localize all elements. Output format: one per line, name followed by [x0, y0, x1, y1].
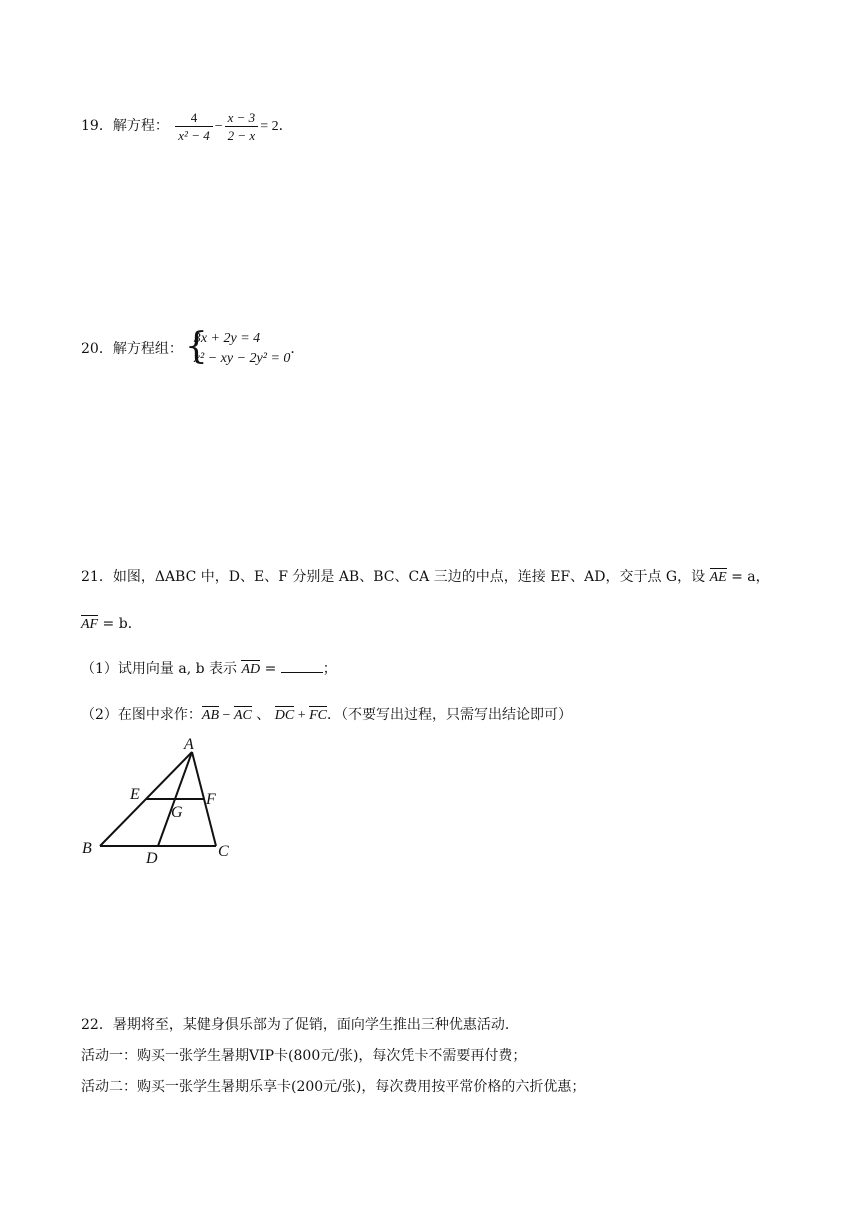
equation-2: x² − xy − 2y² = 0 — [193, 351, 291, 366]
question-22-activity-2: 活动二：购买一张学生暑期乐享卡(200元/张)，每次费用按平常价格的六折优惠； — [81, 1079, 586, 1095]
question-text-cont: = b． — [98, 616, 142, 632]
label-b: B — [82, 840, 92, 857]
question-21-part-1 — [81, 658, 337, 678]
fraction-1-numerator: 4 — [175, 109, 212, 127]
vector-ad: AD — [241, 662, 261, 677]
part-2-note: ．（不要写出过程，只需写出结论即可） — [326, 707, 572, 723]
part-1-text: （1）试用向量 a, b 表示 — [81, 661, 242, 677]
question-21-line-1 — [81, 566, 770, 586]
semicolon: ； — [322, 661, 337, 677]
equation-1: 3x + 2y = 4 — [193, 331, 261, 346]
question-20 — [81, 326, 304, 372]
period: ． — [290, 341, 305, 357]
question-text: 如图，ΔABC 中，D、E、F 分别是 AB、BC、CA 三边的中点，连接 EF、AD，交于点 G，设 — [112, 569, 710, 585]
vector-ac: AC — [233, 708, 252, 723]
answer-blank[interactable] — [281, 672, 323, 673]
question-text-cont: = a， — [726, 569, 770, 585]
question-number: 20． — [81, 341, 113, 357]
left-brace: { — [184, 326, 208, 367]
vector-fc: FC — [309, 708, 327, 723]
question-prompt: 解方程组： — [112, 341, 183, 357]
question-number: 21． — [81, 569, 113, 585]
separator: 、 — [251, 707, 271, 723]
vector-af: AF — [81, 617, 99, 632]
fraction-1 — [175, 109, 212, 144]
question-19 — [81, 108, 293, 144]
fraction-2 — [225, 109, 259, 144]
triangle-figure — [78, 734, 238, 868]
equals-sign: = — [260, 661, 281, 677]
equation-system — [184, 326, 291, 369]
label-f: F — [206, 791, 216, 808]
question-22-activity-1: 活动一：购买一张学生暑期VIP卡(800元/张)，每次凭卡不需要再付费； — [81, 1048, 527, 1064]
fraction-2-denominator: 2 − x — [227, 127, 256, 143]
vector-dc: DC — [274, 708, 295, 723]
fraction-1-denominator: x² − 4 — [178, 127, 210, 143]
question-22-line-1: 22．暑期将至，某健身俱乐部为了促销，面向学生推出三种优惠活动． — [81, 1017, 519, 1033]
label-g: G — [171, 804, 183, 821]
minus-sign: − — [219, 708, 234, 723]
fraction-2-numerator: x − 3 — [225, 109, 259, 127]
label-e: E — [130, 786, 140, 803]
question-prompt: 解方程： — [112, 118, 169, 134]
minus-sign: − — [214, 119, 223, 134]
vector-ab: AB — [201, 708, 220, 723]
question-21-line-2 — [81, 613, 142, 633]
label-d: D — [146, 850, 158, 867]
equation-rhs: = 2． — [260, 119, 293, 134]
label-c: C — [218, 843, 229, 860]
vector-ae: AE — [709, 570, 727, 585]
question-21-part-2 — [81, 704, 572, 724]
plus-sign: + — [294, 708, 310, 723]
label-a: A — [184, 736, 194, 753]
question-number: 19． — [81, 118, 113, 134]
part-2-text: （2）在图中求作： — [81, 707, 202, 723]
